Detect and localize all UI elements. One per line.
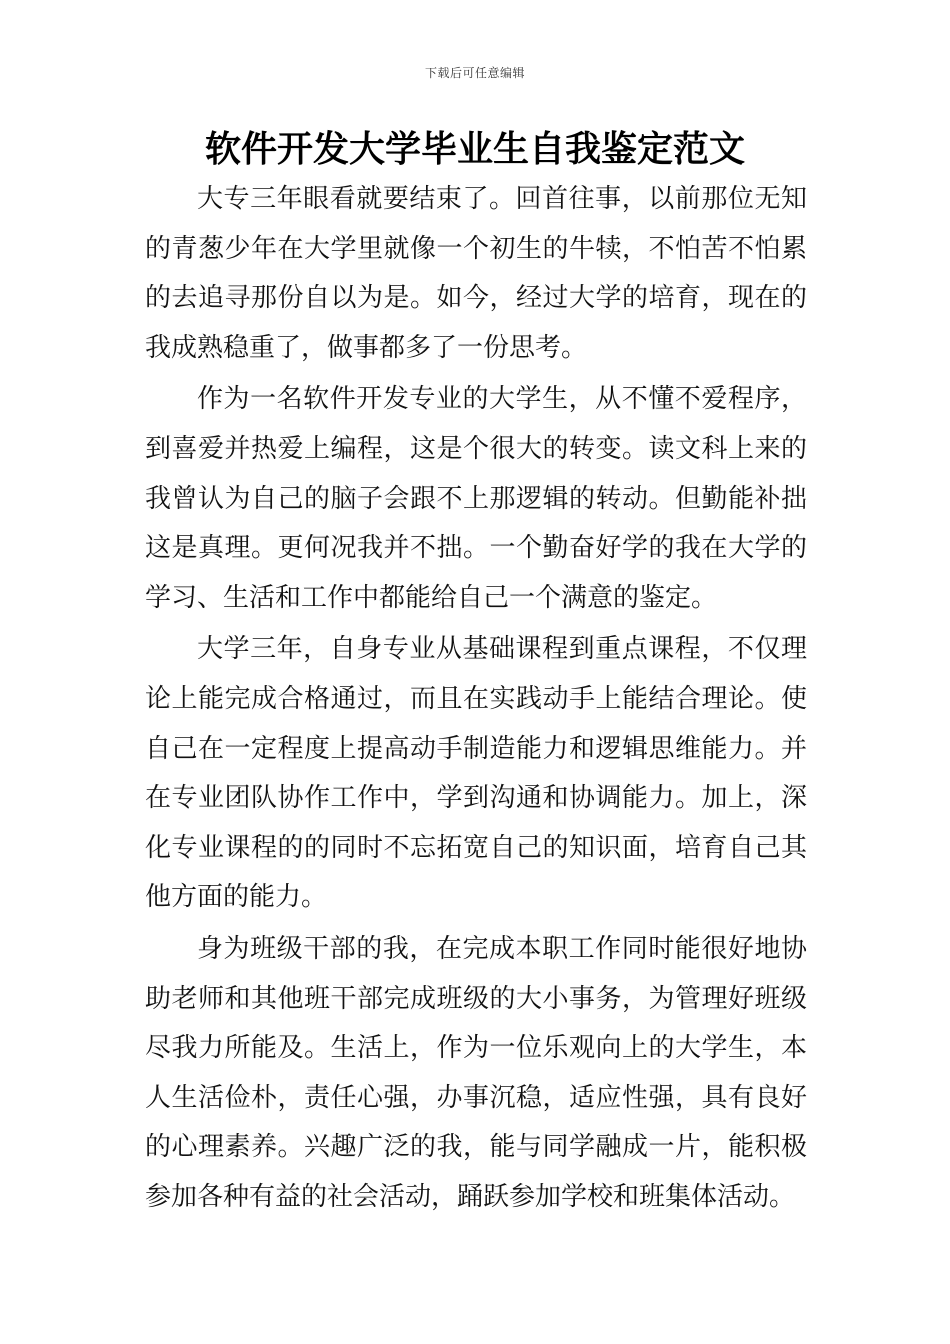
document-body [145, 175, 807, 1224]
paragraph-1: 大专三年眼看就要结束了。回首往事，以前那位无知的青葱少年在大学里就像一个初生的牛犊，不怕苦不怕累的去追寻那份自以为是。如今，经过大学的培育，现在的我成熟稳重了，做事都多了一份思考。 [145, 184, 807, 363]
paragraph-2: 作为一名软件开发专业的大学生，从不懂不爱程序，到喜爱并热爱上编程，这是个很大的转变。读文科上来的我曾认为自己的脑子会跟不上那逻辑的转动。但勤能补拙这是真理。更何况我并不拙。一个勤奋好学的我在大学的学习、生活和工作中都能给自己一个满意的鉴定。 [145, 384, 807, 613]
paragraph-4: 身为班级干部的我，在完成本职工作同时能很好地协助老师和其他班干部完成班级的大小事务，为管理好班级尽我力所能及。生活上，作为一位乐观向上的大学生，本人生活俭朴，责任心强，办事沉稳，适应性强，具有良好的心理素养。兴趣广泛的我，能与同学融成一片，能积极参加各种有益的社会活动，踊跃参加学校和班集体活动。 [145, 933, 807, 1212]
paragraph-3: 大学三年，自身专业从基础课程到重点课程，不仅理论上能完成合格通过，而且在实践动手上能结合理论。使自己在一定程度上提高动手制造能力和逻辑思维能力。并在专业团队协作工作中，学到沟通和协调能力。加上，深化专业课程的的同时不忘拓宽自己的知识面，培育自己其他方面的能力。 [145, 634, 807, 913]
header-note: 下载后可任意编辑 [424, 66, 525, 80]
document-title: 软件开发大学毕业生自我鉴定范文 [204, 129, 745, 170]
